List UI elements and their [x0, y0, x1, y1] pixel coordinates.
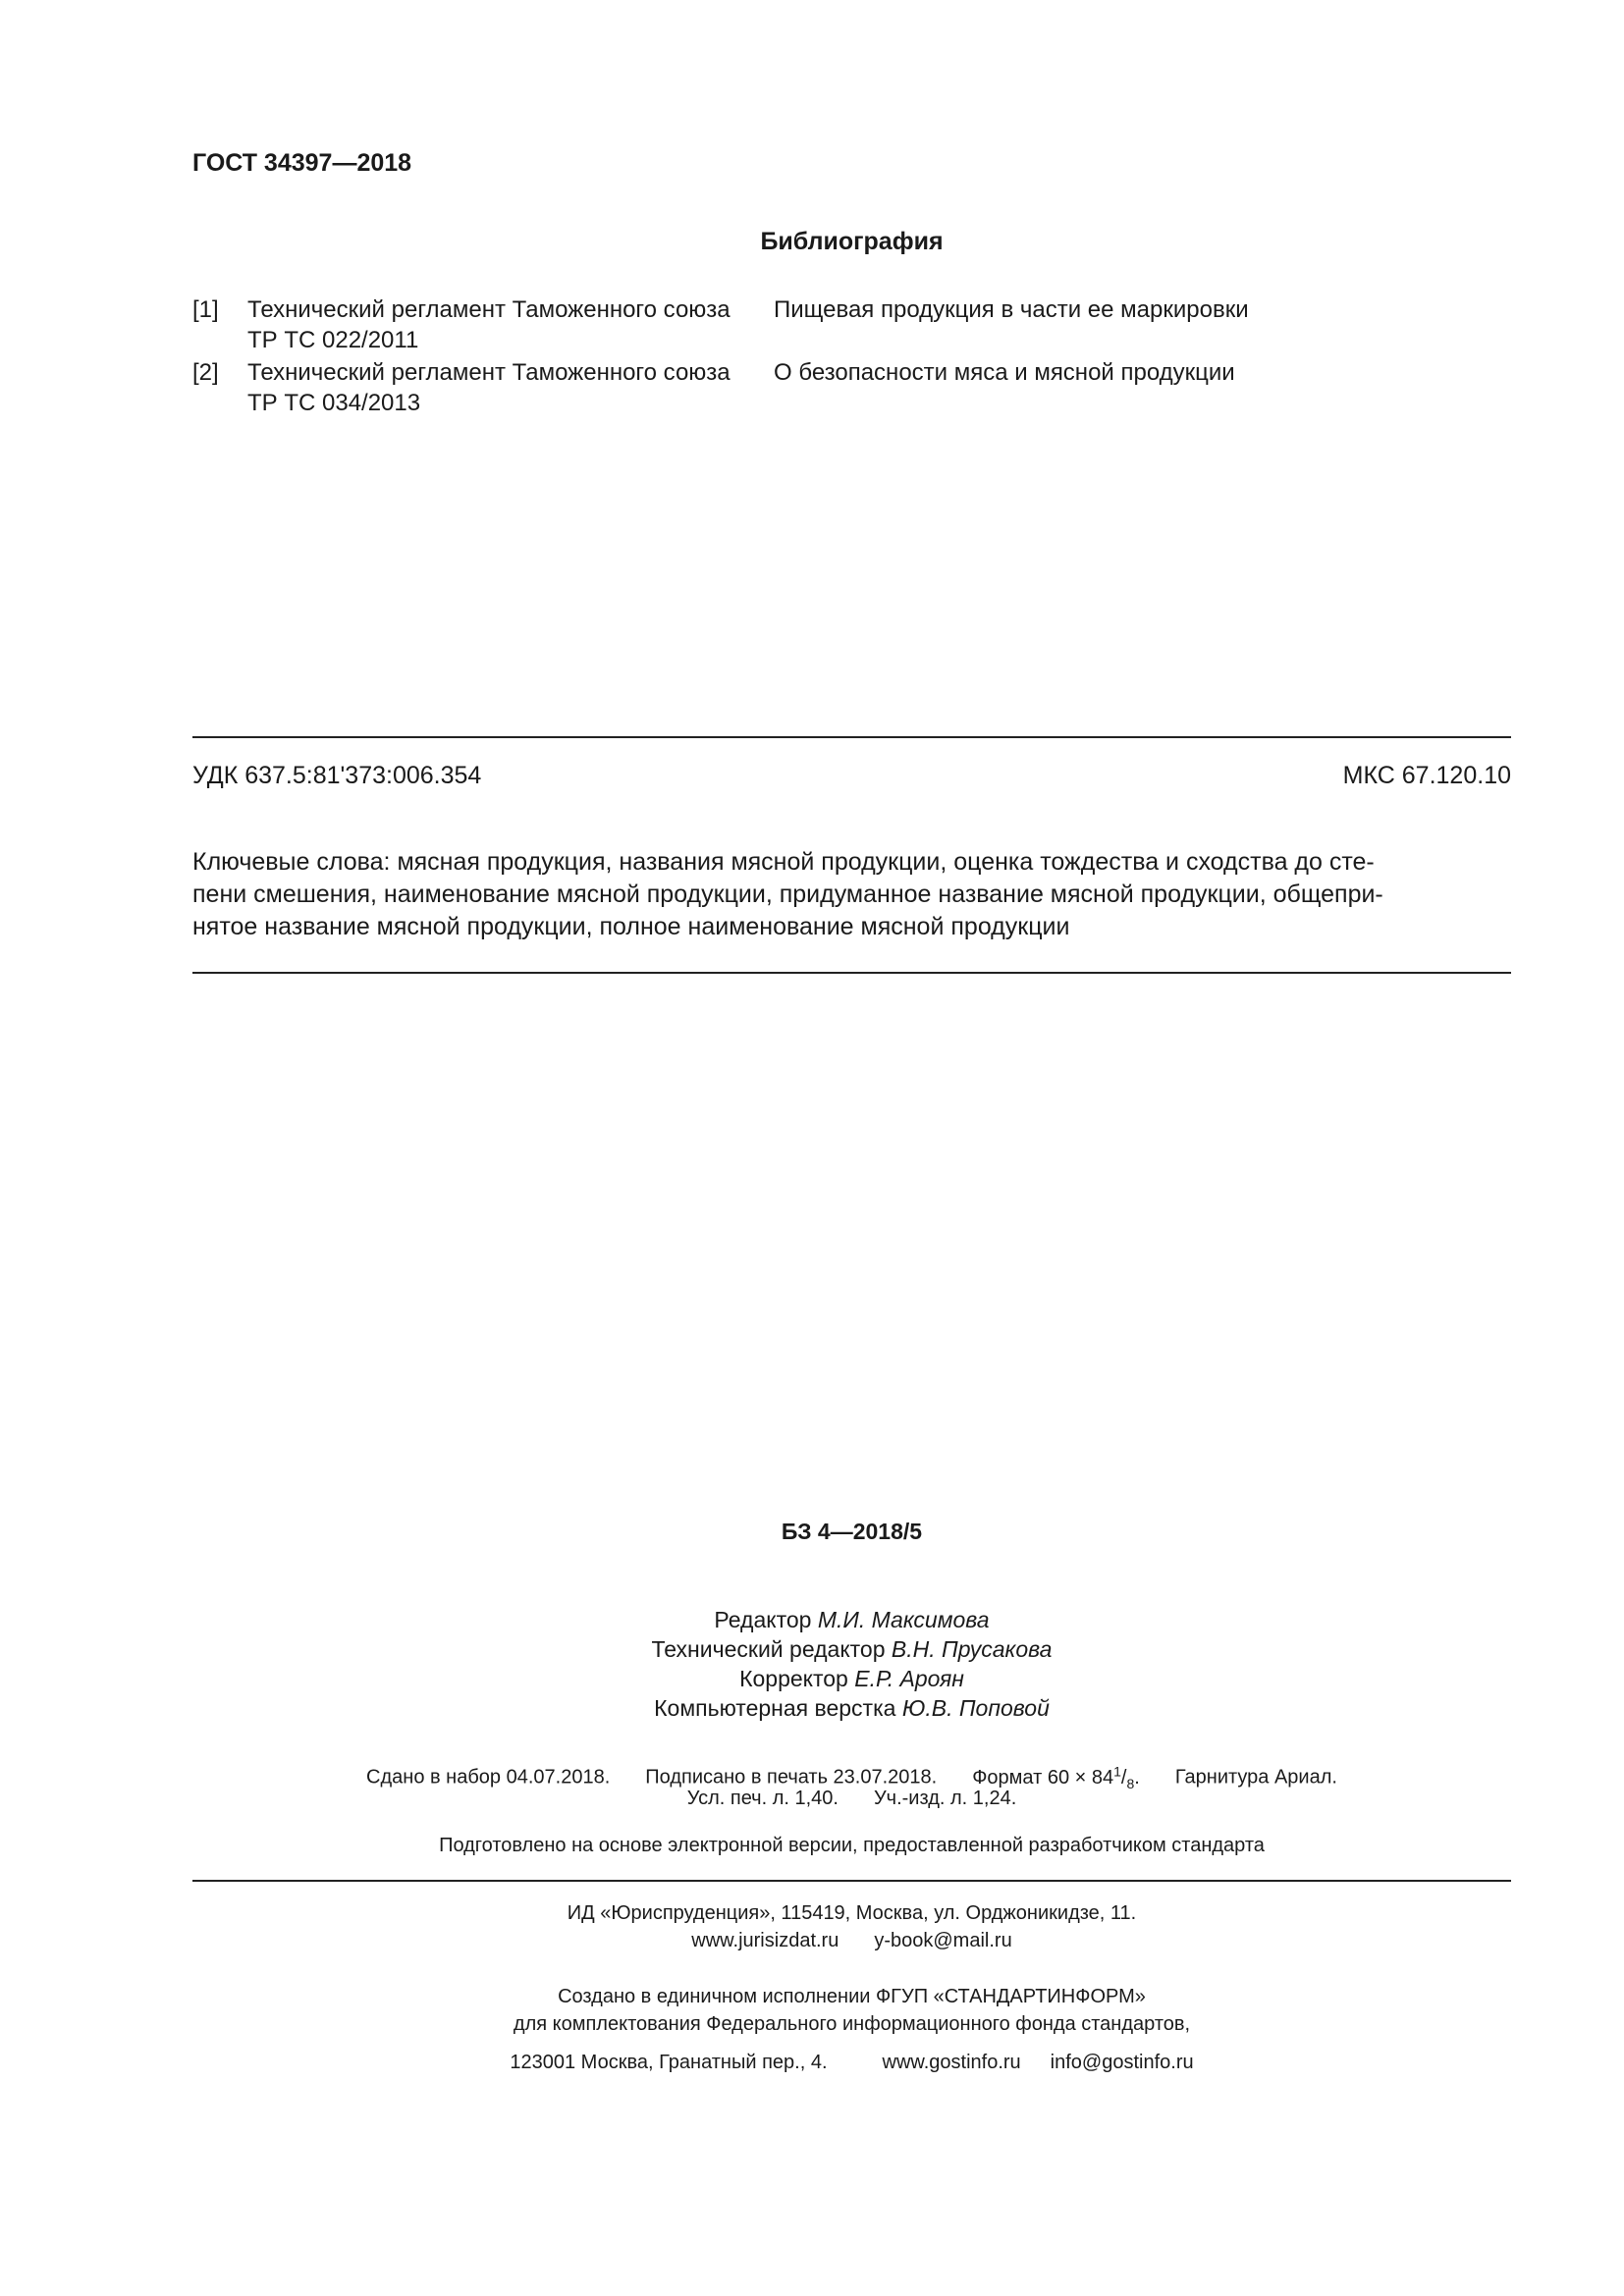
staff-role: Корректор	[739, 1666, 848, 1691]
address: 123001 Москва, Гранатный пер., 4.	[510, 2052, 828, 2073]
staff-name: Е.Р. Ароян	[854, 1666, 964, 1691]
staff-role: Компьютерная верстка	[654, 1695, 896, 1721]
typeface-info: Гарнитура Ариал.	[1174, 1766, 1337, 1789]
divider	[192, 1880, 1511, 1882]
keywords-line: нятое название мясной продукции, полное наименование мясной продукции	[192, 913, 1070, 940]
pub-sheets: Уч.-изд. л. 1,24.	[873, 1788, 1017, 1809]
document-number: ГОСТ 34397—2018	[192, 149, 412, 177]
bib-item-source-line: Технический регламент Таможенного союза	[247, 359, 731, 386]
staff-name: М.И. Максимова	[817, 1607, 990, 1632]
divider	[192, 736, 1511, 738]
bz-number: БЗ 4—2018/5	[781, 1519, 923, 1544]
publisher-site-link[interactable]: www.jurisizdat.ru	[691, 1930, 839, 1951]
bib-item-source-code: ТР ТС 022/2011	[247, 327, 419, 353]
gostinfo-email-link[interactable]: info@gostinfo.ru	[1050, 2052, 1194, 2073]
staff-role: Редактор	[714, 1607, 812, 1632]
bib-item-source	[247, 294, 731, 355]
staff-list	[0, 1605, 1624, 1723]
bib-item-source	[247, 357, 731, 418]
bib-item-source-line: Технический регламент Таможенного союза	[247, 296, 731, 323]
staff-row	[0, 1693, 1624, 1723]
udk-code: УДК 637.5:81ʹ373:006.354	[192, 762, 482, 789]
publisher-contacts	[0, 1927, 1624, 1954]
mks-code: МКС 67.120.10	[1342, 762, 1511, 789]
signed-date: Подписано в печать 23.07.2018.	[645, 1766, 938, 1789]
prepared-note: Подготовлено на основе электронной версии, предоставленной разработчиком стандарта	[439, 1835, 1265, 1856]
divider	[192, 972, 1511, 974]
staff-name: В.Н. Прусакова	[891, 1636, 1053, 1662]
keywords-block	[192, 846, 1511, 943]
keywords-line: пени смешения, наименование мясной продукции, придуманное название мясной продукции, общепри-	[192, 881, 1383, 908]
publisher-line: ИД «Юриспруденция», 115419, Москва, ул. Орджоникидзе, 11.	[567, 1902, 1137, 1924]
publisher-email-link[interactable]: y-book@mail.ru	[874, 1930, 1012, 1951]
staff-row	[0, 1605, 1624, 1634]
created-line: для комплектования Федерального информационного фонда стандартов,	[513, 2013, 1191, 2035]
submitted-date: Сдано в набор 04.07.2018.	[366, 1766, 611, 1789]
staff-row	[0, 1634, 1624, 1664]
staff-role: Технический редактор	[651, 1636, 886, 1662]
standartinform-contacts	[0, 2049, 1624, 2076]
keywords-line: Ключевые слова: мясная продукция, названия мясной продукции, оценка тождества и сходства до сте-	[192, 848, 1375, 876]
staff-row	[0, 1664, 1624, 1693]
bib-item-title: О безопасности мяса и мясной продукции	[774, 359, 1235, 386]
bib-item-number: [2]	[192, 359, 219, 386]
bib-item-number: [1]	[192, 296, 219, 323]
sheet-details	[0, 1785, 1624, 1812]
staff-name: Ю.В. Поповой	[901, 1695, 1050, 1721]
print-sheets: Усл. печ. л. 1,40.	[686, 1788, 839, 1809]
gostinfo-site-link[interactable]: www.gostinfo.ru	[882, 2052, 1021, 2073]
bib-item-title: Пищевая продукция в части ее маркировки	[774, 296, 1249, 323]
bib-item-source-code: ТР ТС 034/2013	[247, 390, 421, 416]
created-line: Создано в единичном исполнении ФГУП «СТАНДАРТИНФОРМ»	[558, 1986, 1146, 2007]
format-info: Формат $60 \times 84^1/_8$.	[972, 1763, 1140, 1791]
bibliography-title: Библиография	[760, 228, 944, 255]
